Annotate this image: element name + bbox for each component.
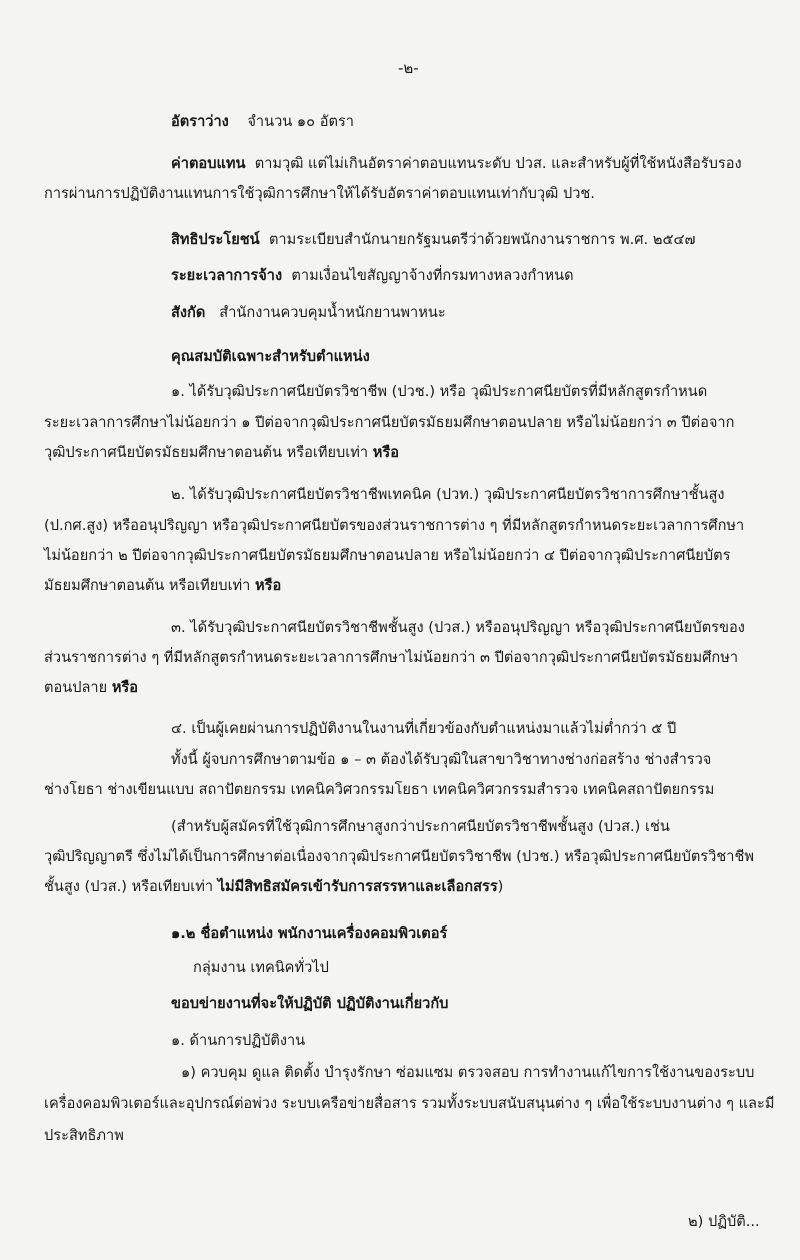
paren-line-2: วุฒิปริญญาตรี ซึ่งไม่ได้เป็นการศึกษาต่อเนื่องจากวุฒิประกาศนียบัตรวิชาชีพ (ปวช.) หรือวุฒิประกาศนียบัตรวิชาชีพ xyxy=(44,848,754,865)
vacancy-line xyxy=(171,112,354,132)
q3-or: หรือ xyxy=(111,679,139,696)
vacancy-text: จำนวน ๑๐ อัตรา xyxy=(247,113,354,130)
affiliation-text: สำนักงานควบคุมน้ำหนักยานพาหนะ xyxy=(219,304,446,321)
benefits-label: สิทธิประโยชน์ xyxy=(171,231,260,248)
q2-text-4: มัธยมศึกษาตอนต้น หรือเทียบเท่า xyxy=(44,577,251,594)
compensation-line-1 xyxy=(171,154,742,174)
q3-line-2: ส่วนราชการต่าง ๆ ที่มีหลักสูตรกำหนดระยะเวลาการศึกษาไม่น้อยกว่า ๓ ปีต่อจากวุฒิประกาศนียบัตรมัธยมศึกษา xyxy=(44,649,739,666)
paren-close: ) xyxy=(497,878,504,895)
page-number: -๒- xyxy=(398,59,419,77)
affiliation-line xyxy=(171,303,446,323)
qualifications-heading xyxy=(171,347,370,367)
q1-line-1: ๑. ได้รับวุฒิประกาศนียบัตรวิชาชีพ (ปวช.) หรือ วุฒิประกาศนียบัตรที่มีหลักสูตรกำหนด xyxy=(171,383,708,400)
compensation-label: ค่าตอบแทน xyxy=(171,155,246,172)
q1-line-3 xyxy=(44,443,399,463)
q2-line-1: ๒. ได้รับวุฒิประกาศนียบัตรวิชาชีพเทคนิค (ปวท.) วุฒิประกาศนียบัตรวิชาการศึกษาชั้นสูง xyxy=(171,486,725,503)
vacancy-label: อัตราว่าง xyxy=(171,113,229,130)
note-line-2: ช่างโยธา ช่างเขียนแบบ สถาปัตยกรรม เทคนิควิศวกรรมโยธา เทคนิควิศวกรรมสำรวจ เทคนิคสถาปัตยกรรม xyxy=(44,781,715,798)
q1-text-3: วุฒิประกาศนียบัตรมัธยมศึกษาตอนต้น หรือเทียบเท่า xyxy=(44,444,369,461)
employment-period-label: ระยะเวลาการจ้าง xyxy=(171,267,283,284)
employment-period-line xyxy=(171,266,574,286)
employment-period-text: ตามเงื่อนไขสัญญาจ้างที่กรมทางหลวงกำหนด xyxy=(291,267,574,284)
ops-heading: ๑. ด้านการปฏิบัติงาน xyxy=(171,1032,306,1049)
q2-or: หรือ xyxy=(255,577,282,594)
paren-text-3: ชั้นสูง (ปวส.) หรือเทียบเท่า xyxy=(44,878,214,895)
paren-line-3 xyxy=(44,877,503,897)
item1-line-1: ๑) ควบคุม ดูแล ติดตั้ง บำรุงรักษา ซ่อมแซม ตรวจสอบ การทำงานแก้ไขการใช้งานของระบบ xyxy=(181,1064,755,1081)
q2-line-3: ไม่น้อยกว่า ๒ ปีต่อจากวุฒิประกาศนียบัตรมัธยมศึกษาตอนปลาย หรือไม่น้อยกว่า ๔ ปีต่อจากวุฒิประกาศนียบัตร xyxy=(44,547,731,564)
q3-line-1: ๓. ได้รับวุฒิประกาศนียบัตรวิชาชีพชั้นสูง (ปวส.) หรืออนุปริญญา หรือวุฒิประกาศนียบัตรของ xyxy=(171,619,745,636)
q3-line-3 xyxy=(44,678,138,698)
paren-bold-3: ไม่มีสิทธิสมัครเข้ารับการสรรหาและเลือกสรร xyxy=(217,878,498,895)
scope-heading xyxy=(171,994,448,1014)
q2-line-4 xyxy=(44,576,281,596)
note-line-1: ทั้งนี้ ผู้จบการศึกษาตามข้อ ๑ – ๓ ต้องได้รับวุฒิในสาขาวิชาทางช่างก่อสร้าง ช่างสำรวจ xyxy=(171,751,712,768)
benefits-text: ตามระเบียบสำนักนายกรัฐมนตรีว่าด้วยพนักงานราชการ พ.ศ. ๒๕๔๗ xyxy=(268,231,696,248)
q1-line-2: ระยะเวลาการศึกษาไม่น้อยกว่า ๑ ปีต่อจากวุฒิประกาศนียบัตรมัธยมศึกษาตอนปลาย หรือไม่น้อยกว่า ๓ ปีต่อจาก xyxy=(44,414,735,431)
item1-line-2: เครื่องคอมพิวเตอร์และอุปกรณ์ต่อพ่วง ระบบเครือข่ายสื่อสาร รวมทั้งระบบสนับสนุนต่าง ๆ เพื่อใช้ระบบงานต่าง ๆ และมี xyxy=(44,1095,775,1112)
affiliation-label: สังกัด xyxy=(171,304,206,321)
compensation-text-1: ตามวุฒิ แต่ไม่เกินอัตราค่าตอบแทนระดับ ปวส. และสำหรับผู้ที่ใช้หนังสือรับรอง xyxy=(254,155,742,172)
continuation-marker: ๒) ปฏิบัติ... xyxy=(688,1213,760,1230)
q3-text-3: ตอนปลาย xyxy=(44,679,108,696)
qualifications-heading-text: คุณสมบัติเฉพาะสำหรับตำแหน่ง xyxy=(171,348,370,365)
compensation-line-2: การผ่านการปฏิบัติงานแทนการใช้วุฒิการศึกษาให้ได้รับอัตราค่าตอบแทนเท่ากับวุฒิ ปวช. xyxy=(44,185,595,202)
scope-heading-text: ขอบข่ายงานที่จะให้ปฏิบัติ ปฏิบัติงานเกี่ยวกับ xyxy=(171,995,449,1012)
q1-or: หรือ xyxy=(372,444,399,461)
q4-line: ๔. เป็นผู้เคยผ่านการปฏิบัติงานในงานที่เกี่ยวข้องกับตำแหน่งมาแล้วไม่ต่ำกว่า ๕ ปี xyxy=(171,720,677,737)
paren-line-1: (สำหรับผู้สมัครที่ใช้วุฒิการศึกษาสูงกว่าประกาศนียบัตรวิชาชีพชั้นสูง (ปวส.) เช่น xyxy=(171,818,670,835)
position-2-group: กลุ่มงาน เทคนิคทั่วไป xyxy=(193,959,329,976)
benefits-line xyxy=(171,230,696,250)
position-2-title-text: ๑.๒ ชื่อตำแหน่ง พนักงานเครื่องคอมพิวเตอร์ xyxy=(171,925,448,942)
q2-line-2: (ป.กศ.สูง) หรืออนุปริญญา หรือวุฒิประกาศนียบัตรของส่วนราชการต่าง ๆ ที่มีหลักสูตรกำหนดระยะเวลาการศึกษา xyxy=(44,517,745,534)
position-2-title xyxy=(171,924,447,944)
item1-line-3: ประสิทธิภาพ xyxy=(44,1127,124,1144)
